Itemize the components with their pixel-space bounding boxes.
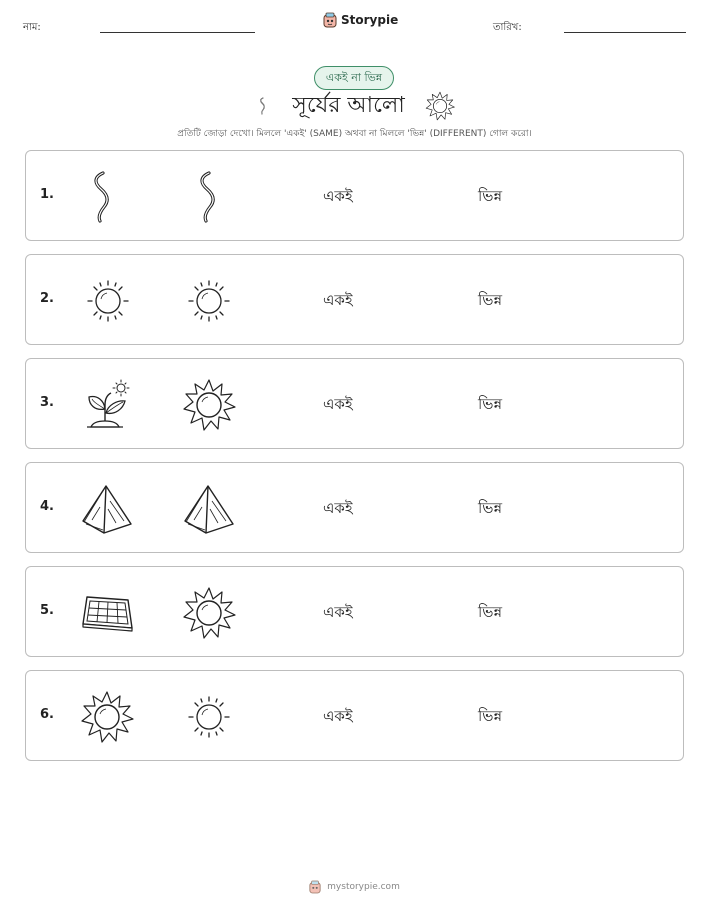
brand-name: Storypie xyxy=(341,13,399,27)
option-different[interactable]: ভিন্ন xyxy=(478,291,503,309)
question-card xyxy=(25,462,684,553)
footer xyxy=(0,880,709,894)
question-number: 5. xyxy=(40,603,54,618)
solar-panel-icon xyxy=(80,587,134,639)
date-label: তারিখ: xyxy=(493,22,522,33)
sunflower-icon xyxy=(80,691,134,743)
option-different[interactable]: ভিন্ন xyxy=(478,187,503,205)
option-different[interactable]: ভিন্ন xyxy=(478,707,503,725)
option-same[interactable]: একই xyxy=(323,499,353,517)
option-same[interactable]: একই xyxy=(323,603,353,621)
option-same[interactable]: একই xyxy=(323,187,353,205)
sun-icon xyxy=(81,275,135,327)
plant-icon xyxy=(81,379,135,431)
sunflower-icon xyxy=(182,587,236,639)
question-card xyxy=(25,358,684,449)
option-same[interactable]: একই xyxy=(323,291,353,309)
question-card xyxy=(25,150,684,241)
question-number: 2. xyxy=(40,291,54,306)
name-line[interactable] xyxy=(100,32,255,33)
sunflower-icon xyxy=(182,379,236,431)
sunflower-icon xyxy=(425,91,455,121)
page-title: সূর্যের আলো xyxy=(292,92,405,118)
wave-icon xyxy=(182,171,236,223)
sun-icon xyxy=(182,691,236,743)
wave-icon xyxy=(76,171,130,223)
title-row xyxy=(0,88,709,124)
question-number: 6. xyxy=(40,707,54,722)
question-card xyxy=(25,254,684,345)
question-number: 3. xyxy=(40,395,54,410)
worksheet-type-badge: একই না ভিন্ন xyxy=(314,66,394,90)
storypie-mascot-icon xyxy=(309,880,321,894)
option-different[interactable]: ভিন্ন xyxy=(478,499,503,517)
prism-icon xyxy=(80,483,134,535)
prism-icon xyxy=(182,483,236,535)
sun-icon xyxy=(182,275,236,327)
question-number: 1. xyxy=(40,187,54,202)
question-card xyxy=(25,566,684,657)
instructions: প্রতিটি জোড়া দেখো। মিললে 'একই' (SAME) অথবা না মিললে 'ভিন্ন' (DIFFERENT) গোল করো। xyxy=(177,129,532,139)
name-label: নাম: xyxy=(23,22,41,33)
option-different[interactable]: ভিন্ন xyxy=(478,395,503,413)
brand-logo xyxy=(323,12,398,28)
option-same[interactable]: একই xyxy=(323,395,353,413)
option-different[interactable]: ভিন্ন xyxy=(478,603,503,621)
option-same[interactable]: একই xyxy=(323,707,353,725)
question-card xyxy=(25,670,684,761)
date-line[interactable] xyxy=(564,32,686,33)
footer-url[interactable]: mystorypie.com xyxy=(327,882,400,892)
storypie-mascot-icon xyxy=(323,12,337,28)
question-number: 4. xyxy=(40,499,54,514)
wave-icon xyxy=(254,91,272,121)
